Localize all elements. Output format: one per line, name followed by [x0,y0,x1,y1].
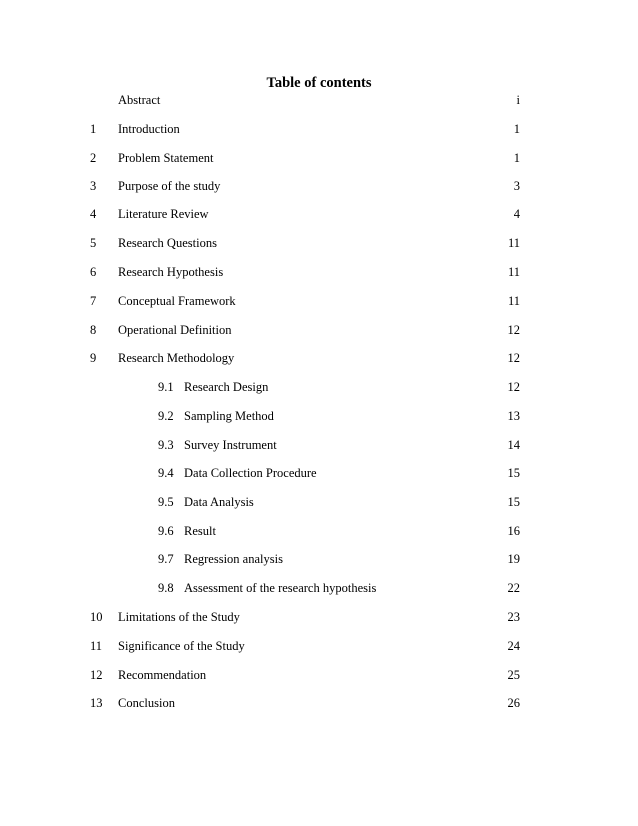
toc-entry-label: Research Questions [118,236,217,250]
toc-entry-page: 11 [507,236,520,250]
toc-entry-label: Conceptual Framework [118,294,236,308]
toc-entry-label: Abstract [118,93,161,107]
toc-entry-operational-definition [0,321,638,339]
toc-entry-label: Research Methodology [118,351,235,365]
toc-entry-literature-review [0,205,638,223]
toc-subentry-survey-instrument [0,436,638,454]
toc-entry-page: 4 [513,207,520,221]
toc-entry-significance [0,637,638,655]
toc-entry-number: 9.5 [158,495,174,509]
page-title: Table of contents [266,75,372,91]
toc-entry-research-hypothesis [0,263,638,281]
toc-entry-number: 9.6 [158,524,174,538]
toc-entry-page: 24 [507,639,520,653]
toc-subentry-assessment [0,579,638,597]
toc-entry-label: Survey Instrument [184,438,277,452]
toc-entry-abstract [0,91,638,109]
toc-entry-limitations [0,608,638,626]
toc-entry-label: Significance of the Study [118,639,245,653]
toc-entry-label: Research Hypothesis [118,265,224,279]
toc-entry-number: 10 [90,610,103,624]
toc-entry-number: 9 [90,351,97,365]
toc-entry-label: Research Design [184,380,269,394]
toc-entry-label: Data Collection Procedure [184,466,317,480]
toc-entry-purpose [0,177,638,195]
toc-entry-number: 9.2 [158,409,174,423]
toc-entry-page: 11 [507,265,520,279]
toc-entry-number: 9.7 [158,552,174,566]
toc-entry-number: 9.8 [158,581,174,595]
toc-entry-label: Introduction [118,122,180,136]
toc-entry-page: 3 [513,179,520,193]
toc-entry-label: Result [184,524,216,538]
toc-entry-number: 6 [90,265,97,279]
toc-entry-page: 19 [507,552,520,566]
toc-entry-page: 25 [507,668,520,682]
toc-entry-label: Sampling Method [184,409,274,423]
toc-entry-page: 15 [507,495,520,509]
toc-entry-number: 12 [90,668,103,682]
toc-entry-conceptual-framework [0,292,638,310]
toc-entry-page: 1 [513,151,520,165]
toc-entry-page: 11 [507,294,520,308]
toc-entry-problem-statement [0,149,638,167]
toc-entry-label: Assessment of the research hypothesis [184,581,377,595]
toc-entry-number: 1 [90,122,97,136]
toc-entry-number: 8 [90,323,97,337]
toc-subentry-regression-analysis [0,550,638,568]
toc-entry-label: Literature Review [118,207,209,221]
toc-entry-page: 26 [507,696,520,710]
toc-entry-number: 2 [90,151,97,165]
toc-entry-number: 9.3 [158,438,174,452]
toc-entry-label: Operational Definition [118,323,232,337]
toc-subentry-research-design [0,378,638,396]
toc-entry-recommendation [0,666,638,684]
toc-entry-page: 12 [507,323,520,337]
toc-subentry-result [0,522,638,540]
toc-entry-number: 3 [90,179,97,193]
toc-entry-number: 5 [90,236,97,250]
toc-entry-label: Regression analysis [184,552,283,566]
toc-entry-page: 1 [513,122,520,136]
toc-subentry-data-analysis [0,493,638,511]
toc-entry-label: Limitations of the Study [118,610,240,624]
toc-entry-page: 14 [507,438,520,452]
toc-entry-number: 7 [90,294,97,308]
toc-entry-introduction [0,120,638,138]
toc-entry-number: 4 [90,207,97,221]
toc-entry-number: 9.1 [158,380,174,394]
toc-entry-label: Purpose of the study [118,179,221,193]
toc-entry-page: 15 [507,466,520,480]
toc-entry-page: 16 [507,524,520,538]
toc-entry-label: Data Analysis [184,495,254,509]
toc-entry-page: i [516,93,520,107]
toc-entry-page: 22 [507,581,520,595]
toc-entry-page: 12 [507,380,520,394]
toc-subentry-data-collection [0,464,638,482]
toc-entry-number: 13 [90,696,103,710]
toc-entry-page: 23 [507,610,520,624]
toc-entry-conclusion [0,694,638,712]
toc-entry-label: Conclusion [118,696,175,710]
toc-entry-page: 13 [507,409,520,423]
toc-entry-label: Problem Statement [118,151,214,165]
toc-entry-research-methodology [0,349,638,367]
toc-entry-number: 9.4 [158,466,174,480]
toc-entry-label: Recommendation [118,668,207,682]
toc-entry-number: 11 [90,639,103,653]
toc-entry-research-questions [0,234,638,252]
toc-entry-page: 12 [507,351,520,365]
toc-subentry-sampling-method [0,407,638,425]
